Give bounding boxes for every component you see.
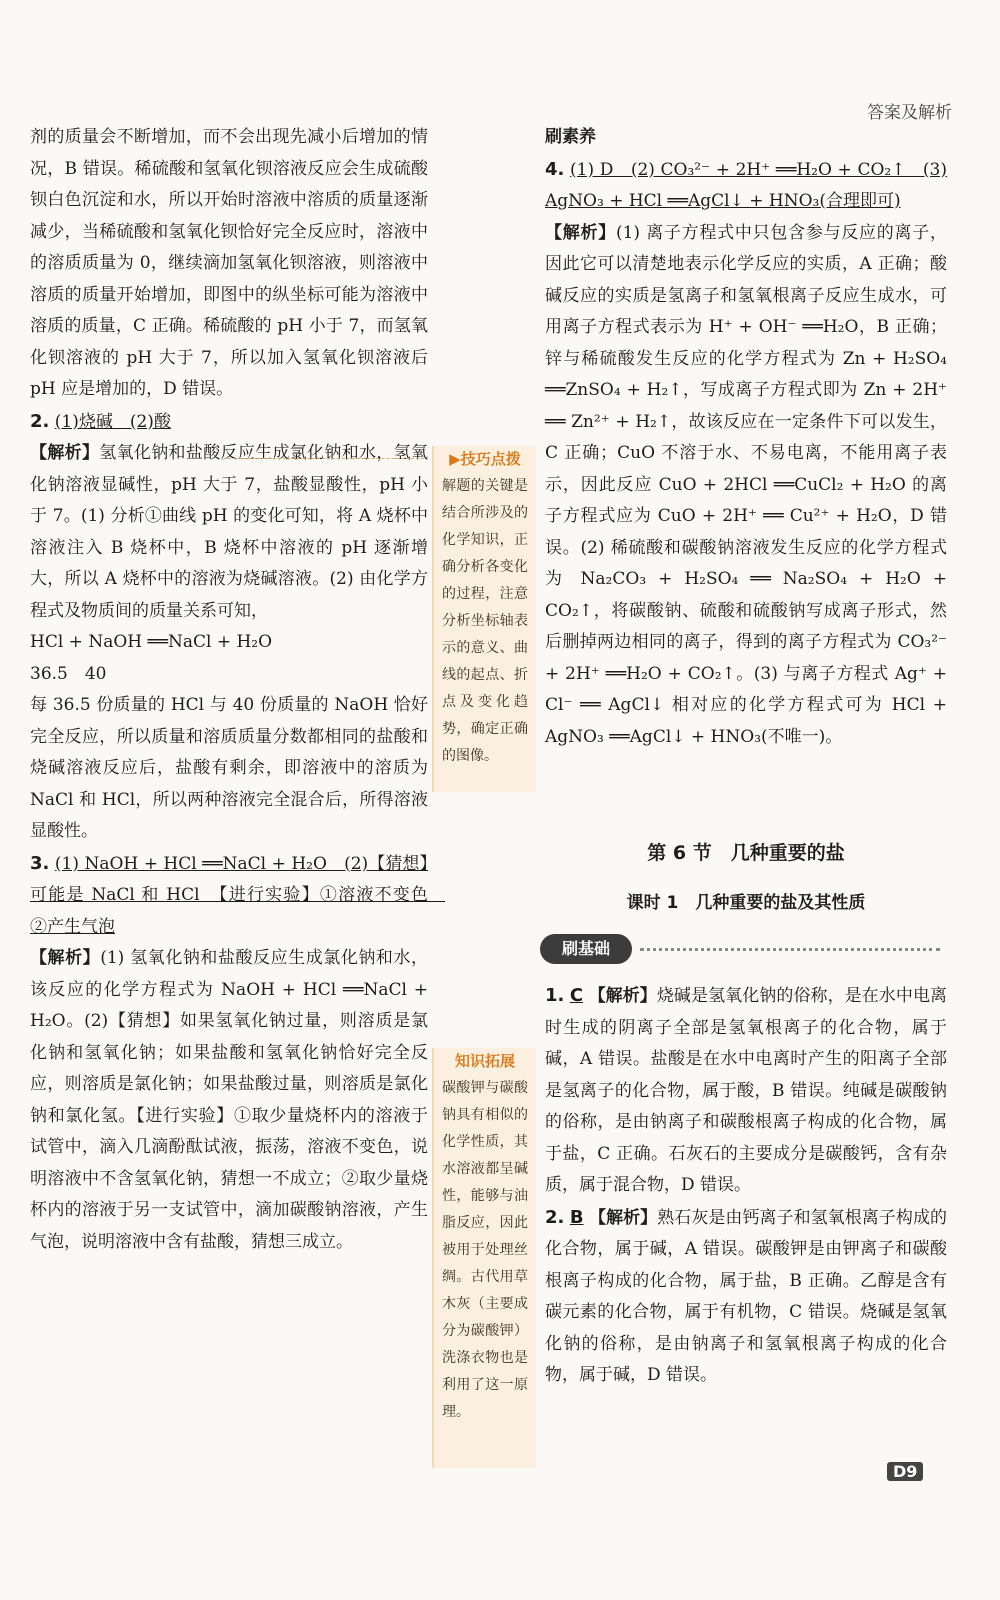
section-title: 第 6 节 几种重要的盐 bbox=[647, 842, 845, 864]
equation: HCl + NaOH ══NaCl + H₂O bbox=[30, 632, 273, 652]
lesson-title: 课时 1 几种重要的盐及其性质 bbox=[626, 893, 866, 913]
answer: C bbox=[569, 985, 584, 1006]
badge-divider bbox=[640, 948, 940, 951]
analysis-text: 氢氧化钠和盐酸反应生成氯化钠和水，氢氧化钠溶液显碱性，pH 大于 7，盐酸显酸性，pH 小于 7。(1) 分析①曲线 pH 的变化可知，将 A 烧杯中溶液注入 B 烧杯中，B 烧杯中溶液的 pH 逐渐增大，所以 A 烧杯中的溶液为烧碱溶液。(2) 由化学方程式及物质间的质量关系可知， bbox=[30, 443, 429, 621]
tip-connector-line bbox=[228, 458, 424, 459]
side-note-body: 解题的关键是结合所涉及的化学知识，正确分析各变化的过程，注意分析坐标轴表示的意义、曲线的起点、折点及变化趋势，确定正确的图像。 bbox=[442, 478, 528, 764]
side-note-body: 碳酸钾与碳酸钠具有相似的化学性质，其水溶液都呈碱性，能够与油脂反应，因此被用于处理丝绸。古代用草木灰（主要成分为碳酸钾）洗涤衣物也是利用了这一原理。 bbox=[442, 1080, 528, 1420]
left-column bbox=[30, 122, 445, 1258]
analysis-text-2: 每 36.5 份质量的 HCl 与 40 份质量的 NaOH 恰好完全反应，所以质量和溶质质量分数都相同的盐酸和烧碱溶液反应后，盐酸有剩余，即溶液中的溶质为 NaCl 和 HCl，所以两种溶液完全混合后，所得溶液显酸性。 bbox=[30, 695, 428, 841]
analysis-tag: 【解析】 bbox=[588, 986, 657, 1006]
question-1 bbox=[545, 980, 947, 1202]
page-number: D9 bbox=[887, 1462, 923, 1481]
question-number: 4. bbox=[545, 158, 565, 180]
question-number: 1. bbox=[545, 985, 565, 1006]
side-note-title: ▶技巧点拨 bbox=[449, 450, 521, 468]
analysis-4 bbox=[545, 218, 947, 754]
mass-ratio: 36.5 40 bbox=[30, 663, 107, 684]
answer: (1)烧碱 (2)酸 bbox=[54, 411, 171, 432]
continued-paragraph: 剂的质量会不断增加，而不会出现先减小后增加的情况，B 错误。稀硫酸和氢氧化钡溶液反应会生成硫酸钡白色沉淀和水，所以开始时溶液中溶质的质量逐渐减少，当稀硫酸和氢氧化钡恰好完全反应时，溶液中的溶质质量为 0，继续滴加氢氧化钡溶液，则溶液中溶质的质量开始增加，即图中的纵坐标可能为溶液中溶质的质量，C 正确。稀硫酸的 pH 小于 7，而氢氧化钡溶液的 pH 大于 7，所以加入氢氧化钡溶液后 pH 应是增加的，D 错误。 bbox=[30, 127, 428, 399]
question-number: 2. bbox=[545, 1206, 565, 1228]
answer: B bbox=[569, 1206, 584, 1228]
analysis-tag: 【解析】 bbox=[30, 443, 100, 463]
question-2b bbox=[545, 1202, 947, 1392]
right-column-lower bbox=[545, 980, 947, 1392]
basic-practice-badge: 刷基础 bbox=[540, 934, 632, 964]
analysis-tag: 【解析】 bbox=[545, 222, 616, 243]
question-number: 3. bbox=[30, 852, 50, 874]
analysis-tag: 【解析】 bbox=[589, 1207, 658, 1228]
question-4 bbox=[545, 154, 947, 218]
analysis-text: 熟石灰是由钙离子和氢氧根离子构成的化合物，属于碱，A 错误。碳酸钾是由钾离子和碳酸根离子构成的化合物，属于盐，B 正确。乙醇是含有碳元素的化合物，属于有机物，C 错误。烧碱是氢氧化钠的俗称，是由钠离子和氢氧根离子构成的化合物，属于碱，D 错误。 bbox=[545, 1207, 948, 1385]
right-column bbox=[545, 122, 947, 753]
question-2 bbox=[30, 406, 428, 439]
analysis-3 bbox=[30, 943, 428, 1258]
section-label: 刷素养 bbox=[545, 127, 596, 147]
analysis-text: 烧碱是氢氧化钠的俗称，是在水中电离时生成的阴离子全部是氢氧根离子的化合物，属于碱，A 错误。盐酸是在水中电离时产生的阳离子全部是氢离子的化合物，属于酸，B 错误。纯碱是碳酸钠的俗称，是由钠离子和碳酸根离子构成的化合物，属于盐，C 正确。石灰石的主要成分是碳酸钙，含有杂质，属于混合物，D 错误。 bbox=[545, 986, 948, 1195]
question-3 bbox=[30, 848, 445, 944]
page-header: 答案及解析 bbox=[867, 103, 952, 123]
analysis-text: (1) 氢氧化钠和盐酸反应生成氯化钠和水，该反应的化学方程式为 NaOH + HCl ══NaCl + H₂O。(2)【猜想】如果氢氧化钠过量，则溶质是氯化钠和氢氧化钠；如果盐酸和氢氧化钠恰好完全反应，则溶质是氯化钠；如果盐酸过量，则溶质是氯化钠和氯化氢。【进行实验】①取少量烧杯内的溶液于试管中，滴入几滴酚酞试液，振荡，溶液不变色，说明溶液中不含氢氧化钠，猜想一不成立；②取少量烧杯内的溶液于另一支试管中，滴加碳酸钠溶液，产生气泡，说明溶液中含有盐酸，猜想三成立。 bbox=[30, 948, 429, 1252]
analysis-tag: 【解析】 bbox=[30, 948, 101, 968]
question-number: 2. bbox=[30, 410, 50, 432]
side-note-tips bbox=[432, 446, 536, 792]
answer: (1) D (2) CO₃²⁻ + 2H⁺ ══H₂O + CO₂↑ (3) AgNO₃ + HCl ══AgCl↓ + HNO₃(合理即可) bbox=[545, 159, 947, 211]
side-note-extension bbox=[432, 1048, 536, 1468]
answer: (1) NaOH + HCl ══NaCl + H₂O (2)【猜想】可能是 NaCl 和 HCl 【进行实验】①溶液不变色 ②产生气泡 bbox=[30, 853, 445, 937]
analysis-text: (1) 离子方程式中只包含参与反应的离子，因此它可以清楚地表示化学反应的实质，A 正确；酸碱反应的实质是氢离子和氢氧根离子反应生成水，可用离子方程式表示为 H⁺ + OH⁻ ══H₂O，B 正确；锌与稀硫酸发生反应的化学方程式为 Zn + H₂SO₄ ══ZnSO₄ + H₂↑，写成离子方程式即为 Zn + 2H⁺ ══ Zn²⁺ + H₂↑，故该反应在一定条件下可以发生，C 正确；CuO 不溶于水、不易电离，不能用离子表示，因此反应 CuO + 2HCl ══CuCl₂ + H₂O 的离子方程式应为 CuO + 2H⁺ ══ Cu²⁺ + H₂O，D 错误。(2) 稀硫酸和碳酸钠溶液发生反应的化学方程式为 Na₂CO₃ + H₂SO₄ ══ Na₂SO₄ + H₂O + CO₂↑，将碳酸钠、硫酸和硫酸钠写成离子形式，然后删掉两边相同的离子，得到的离子方程式为 CO₃²⁻ + 2H⁺ ══H₂O + CO₂↑。(3) 与离子方程式 Ag⁺ + Cl⁻ ══ AgCl↓ 相对应的化学方程式可为 HCl + AgNO₃ ══AgCl↓ + HNO₃(不唯一)。 bbox=[545, 222, 948, 747]
side-note-title: 知识拓展 bbox=[454, 1052, 515, 1070]
analysis-2 bbox=[30, 438, 428, 627]
